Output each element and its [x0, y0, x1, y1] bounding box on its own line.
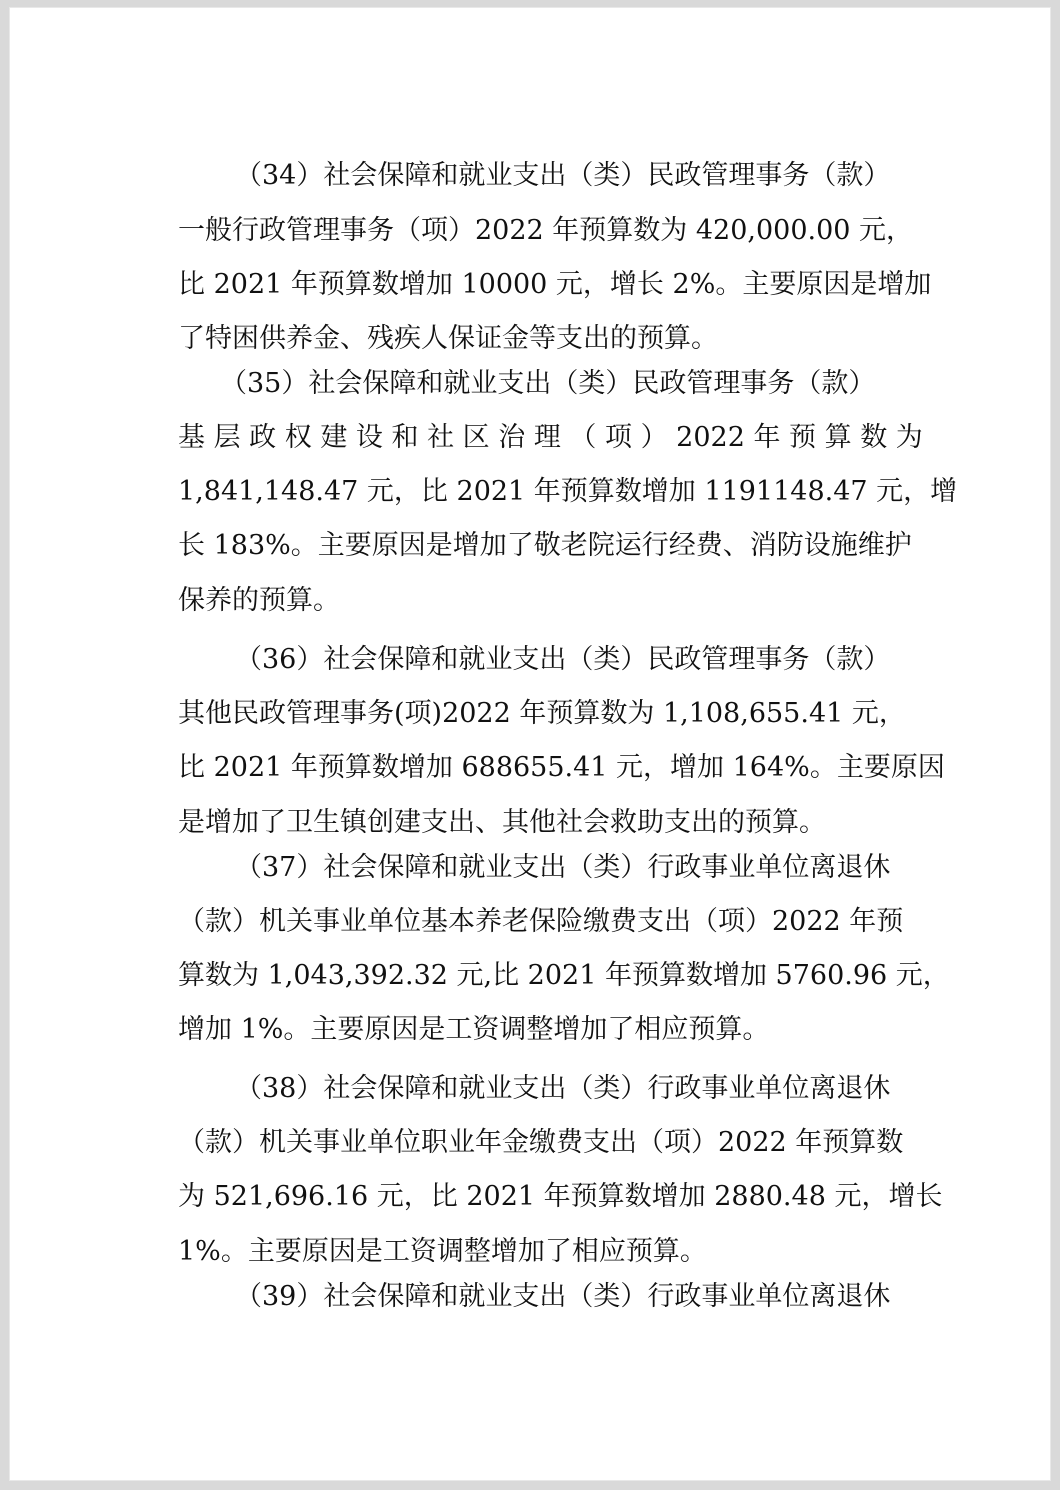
text-line: 是增加了卫生镇创建支出、其他社会救助支出的预算。 [178, 807, 826, 838]
text-line: 一般行政管理事务（项）2022 年预算数为 420,000.00 元， [178, 215, 914, 246]
text-line: （款）机关事业单位基本养老保险缴费支出（项）2022 年预 [178, 906, 904, 937]
text-line: （39）社会保障和就业支出（类）行政事业单位离退休 [235, 1281, 891, 1312]
text-line: （37）社会保障和就业支出（类）行政事业单位离退休 [235, 852, 891, 883]
text-line: 保养的预算。 [178, 585, 340, 616]
text-line: 其他民政管理事务(项)2022 年预算数为 1,108,655.41 元， [178, 698, 906, 729]
text-line: （36）社会保障和就业支出（类）民政管理事务（款） [235, 644, 891, 675]
text-line: （38）社会保障和就业支出（类）行政事业单位离退休 [235, 1073, 891, 1104]
text-line: （款）机关事业单位职业年金缴费支出（项）2022 年预算数 [178, 1127, 904, 1158]
text-line: （34）社会保障和就业支出（类）民政管理事务（款） [235, 160, 891, 191]
text-line: 算数为 1,043,392.32 元,比 2021 年预算数增加 5760.96 元， [178, 960, 950, 991]
text-line: 1%。主要原因是工资调整增加了相应预算。 [178, 1236, 707, 1267]
text-line: 比 2021 年预算数增加 688655.41 元，增加 164%。主要原因 [178, 752, 945, 783]
text-line: 了特困供养金、残疾人保证金等支出的预算。 [178, 323, 718, 354]
text-line: 增加 1%。主要原因是工资调整增加了相应预算。 [178, 1014, 770, 1045]
text-line: 长 183%。主要原因是增加了敬老院运行经费、消防设施维护 [178, 530, 912, 561]
text-line: （35）社会保障和就业支出（类）民政管理事务（款） [220, 368, 876, 399]
text-line: 1,841,148.47 元，比 2021 年预算数增加 1191148.47 元，增 [178, 476, 958, 507]
document-page [10, 8, 1050, 1480]
text-line: 为 521,696.16 元，比 2021 年预算数增加 2880.48 元，增长 [178, 1181, 943, 1212]
text-line: 比 2021 年预算数增加 10000 元，增长 2%。主要原因是增加 [178, 269, 932, 300]
text-line: 基 层 政 权 建 设 和 社 区 治 理 （ 项 ） 2022 年 预 算 数 为 [178, 422, 923, 453]
